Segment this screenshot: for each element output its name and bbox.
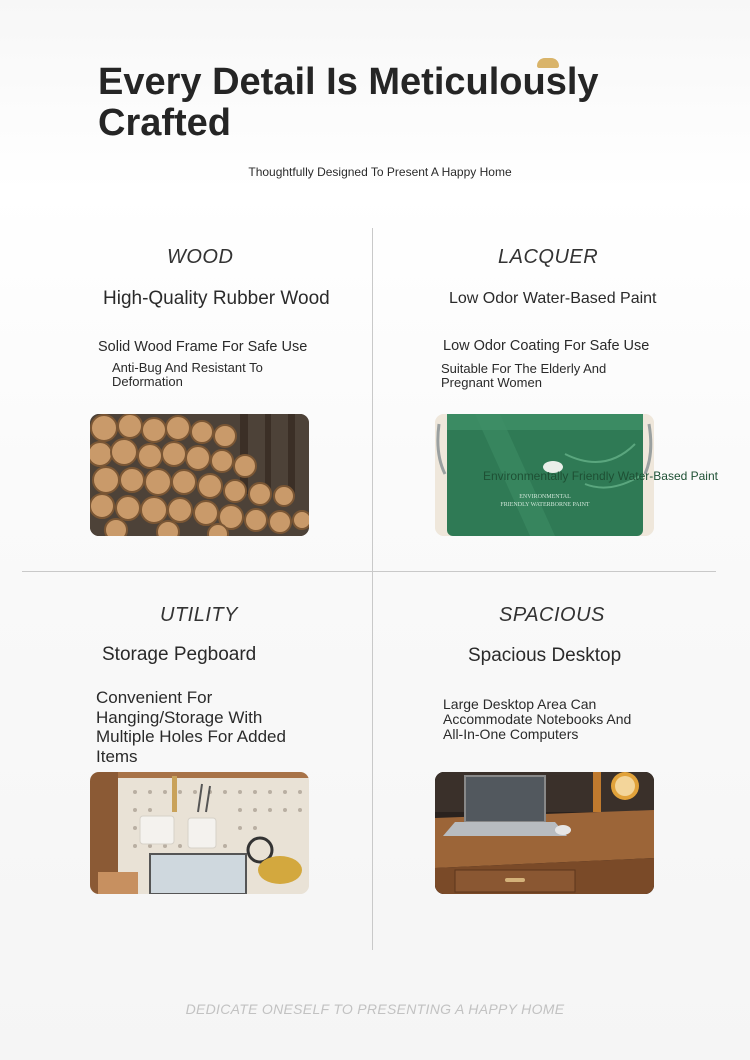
feature-line-wood-2: Anti-Bug And Resistant To Deformation bbox=[112, 360, 263, 389]
desk-photo bbox=[435, 772, 654, 894]
feature-line-utility-1: Convenient For Hanging/Storage With Multiple Holes For Added Items bbox=[96, 688, 286, 766]
logs-illustration bbox=[90, 414, 309, 536]
feature-line-lacquer-1: Low Odor Coating For Safe Use bbox=[443, 338, 650, 354]
category-wood: WOOD bbox=[167, 246, 234, 268]
feature-line-wood-1: Solid Wood Frame For Safe Use bbox=[98, 339, 308, 355]
page-title: Every Detail Is Meticulously Crafted bbox=[98, 61, 599, 144]
footer-tagline: DEDICATE ONESELF TO PRESENTING A HAPPY HOME bbox=[185, 1001, 565, 1017]
horizontal-divider bbox=[22, 571, 716, 572]
feature-heading-wood: High-Quality Rubber Wood bbox=[103, 288, 330, 309]
pegboard-photo bbox=[90, 772, 309, 894]
svg-text:FRIENDLY WATERBORNE PAINT: FRIENDLY WATERBORNE PAINT bbox=[500, 502, 590, 508]
page-subtitle: Thoughtfully Designed To Present A Happy Home bbox=[248, 165, 512, 179]
svg-text:ENVIRONMENTAL: ENVIRONMENTAL bbox=[519, 494, 571, 500]
category-lacquer: LACQUER bbox=[498, 246, 599, 268]
paint-image-caption: Environmentally Friendly Water-Based Paint bbox=[483, 469, 718, 483]
desk-illustration bbox=[435, 772, 654, 894]
feature-heading-lacquer: Low Odor Water-Based Paint bbox=[449, 290, 657, 307]
category-spacious: SPACIOUS bbox=[499, 604, 605, 626]
feature-heading-spacious: Spacious Desktop bbox=[468, 645, 622, 666]
vertical-divider bbox=[372, 228, 373, 950]
pegboard-illustration bbox=[90, 772, 309, 894]
feature-line-spacious-1: Large Desktop Area Can Accommodate Notebooks And All-In-One Computers bbox=[443, 696, 632, 742]
category-utility: UTILITY bbox=[160, 604, 238, 626]
feature-heading-utility: Storage Pegboard bbox=[102, 644, 257, 665]
feature-line-lacquer-2: Suitable For The Elderly And Pregnant Women bbox=[441, 361, 607, 390]
logs-photo bbox=[90, 414, 309, 536]
